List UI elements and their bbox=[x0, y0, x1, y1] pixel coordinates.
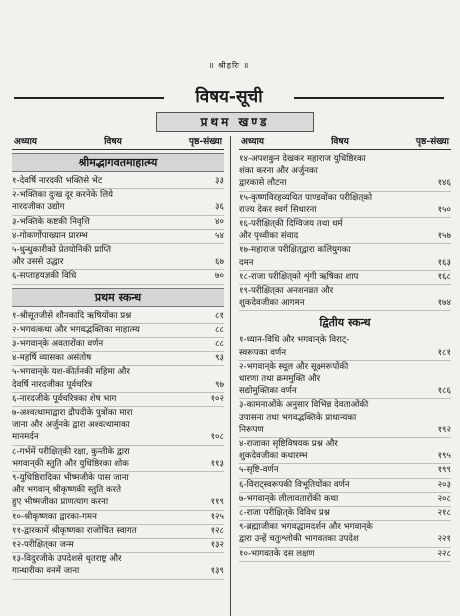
title-rule-right bbox=[294, 97, 444, 99]
entry-text: सद्योमुक्तिका वर्णन bbox=[239, 386, 297, 397]
top-invocation: ॥ श्रीहरिः ॥ bbox=[208, 61, 250, 70]
entry-line bbox=[239, 218, 451, 230]
header-page: पृष्ठ-संख्या bbox=[415, 137, 449, 147]
entry-page-number: १६८ bbox=[437, 271, 451, 282]
toc-entry bbox=[239, 244, 451, 270]
entry-text: ८-गर्भमें परीक्षित्‌की रक्षा, कुन्तीके द्वारा bbox=[12, 446, 130, 457]
entry-line bbox=[239, 153, 451, 165]
entry-list bbox=[239, 153, 451, 311]
entry-text: और उससे उद्धार bbox=[12, 257, 64, 268]
toc-entry bbox=[12, 352, 224, 366]
entry-text: ६-विराट्‌स्वरूपकी विभूतियोंका वर्णन bbox=[239, 479, 350, 490]
toc-entry bbox=[239, 548, 451, 562]
entry-line bbox=[239, 192, 451, 204]
header-topic: विषय bbox=[104, 137, 122, 147]
entry-page-number: ८८ bbox=[215, 324, 224, 335]
entry-text: ७-अश्वत्थामाद्वारा द्रौपदीके पुत्रोंका मारा bbox=[12, 408, 133, 419]
entry-text: राज्य देकर स्वर्ग सिधारना bbox=[239, 204, 317, 215]
header-number: अध्याय bbox=[241, 137, 265, 147]
toc-entry bbox=[12, 189, 224, 215]
entry-line bbox=[12, 407, 224, 419]
entry-list bbox=[12, 175, 224, 285]
entry-page-number: ९७ bbox=[215, 379, 224, 390]
entry-page-number: २२१ bbox=[437, 534, 451, 545]
khand-banner: प्रथम खण्ड bbox=[156, 112, 314, 132]
entry-page-number: ११९ bbox=[210, 497, 224, 508]
toc-entry bbox=[239, 192, 451, 218]
entry-line bbox=[239, 204, 451, 216]
entry-text: ९-ब्रह्माजीका भगवद्धामदर्शन और भगवान्‌के bbox=[239, 522, 373, 533]
section-title: श्रीमद्भागवतमाहात्म्य bbox=[12, 153, 224, 172]
entry-line bbox=[239, 464, 451, 476]
entry-text: २-भगवान्‌के स्थूल और सूक्ष्मरूपोंकी bbox=[239, 361, 349, 372]
entry-line bbox=[12, 458, 224, 470]
entry-page-number: १३९ bbox=[210, 566, 224, 577]
section-title: द्वितीय स्कन्ध bbox=[319, 316, 371, 330]
entry-line bbox=[239, 297, 451, 309]
entry-text: मानमर्दन bbox=[12, 432, 39, 443]
entry-text: १५-कृष्णविरहव्यथित पाण्डवोंका परीक्षित्‌को bbox=[239, 192, 373, 203]
entry-text: ५-धुन्धुकारीको प्रेतयोनिकी प्राप्ति bbox=[12, 245, 112, 256]
entry-line bbox=[239, 385, 451, 397]
left-column bbox=[12, 134, 224, 580]
toc-entry bbox=[12, 324, 224, 338]
entry-text: द्वारा उन्हें चतुःश्लोकी भागवतका उपदेश bbox=[239, 534, 359, 545]
entry-page-number: १२५ bbox=[210, 511, 224, 522]
entry-page-number: १२८ bbox=[210, 525, 224, 536]
entry-page-number: १५७ bbox=[437, 231, 451, 242]
entry-text: १०-भागवतके दस लक्षण bbox=[239, 548, 315, 559]
section-title: प्रथम स्कन्ध bbox=[12, 288, 224, 307]
toc-entry bbox=[239, 464, 451, 478]
toc-entry bbox=[12, 230, 224, 244]
entry-line bbox=[239, 507, 451, 519]
entry-line bbox=[239, 285, 451, 297]
entry-text: ४-गोकर्णोपाख्यान प्रारम्भ bbox=[12, 230, 88, 241]
entry-text: ११-द्वारकामें श्रीकृष्णका राजोचित स्वागत bbox=[12, 525, 137, 536]
entry-text: ४-महर्षि व्यासका असंतोष bbox=[12, 353, 92, 364]
entry-line bbox=[12, 472, 224, 484]
entry-page-number: १५० bbox=[437, 204, 451, 215]
entry-line bbox=[239, 334, 451, 346]
toc-entry bbox=[239, 507, 451, 521]
toc-entry bbox=[239, 153, 451, 192]
entry-line bbox=[12, 496, 224, 508]
entry-page-number: ४० bbox=[215, 216, 224, 227]
entry-text: २-भगवत्कथा और भगवद्भक्तिका माहात्म्य bbox=[12, 324, 140, 335]
toc-entry bbox=[12, 366, 224, 392]
entry-line bbox=[239, 257, 451, 269]
entry-text: ३-भगवान्‌के अवतारोंका वर्णन bbox=[12, 339, 104, 350]
toc-entry bbox=[239, 285, 451, 311]
entry-line bbox=[12, 216, 224, 228]
entry-text: ४-राजाका सृष्टिविषयक प्रश्न और bbox=[239, 439, 338, 450]
entry-text: १४-अपशकुन देखकर महाराज युधिष्ठिरका bbox=[239, 154, 366, 164]
toc-entry bbox=[12, 270, 224, 284]
entry-text: हुए भीष्मजीका प्राणत्याग करना bbox=[12, 497, 109, 508]
entry-line bbox=[12, 175, 224, 187]
entry-line bbox=[12, 484, 224, 496]
toc-entry bbox=[239, 271, 451, 285]
entry-page-number: ८१ bbox=[215, 310, 224, 321]
entry-text: दमन bbox=[239, 257, 254, 268]
entry-line bbox=[12, 446, 224, 458]
entry-line bbox=[12, 352, 224, 364]
toc-entry bbox=[12, 446, 224, 472]
toc-entry bbox=[12, 553, 224, 579]
entry-list bbox=[12, 310, 224, 580]
entry-page-number: २०८ bbox=[437, 493, 451, 504]
toc-entry bbox=[12, 525, 224, 539]
entry-line bbox=[239, 271, 451, 283]
column-divider bbox=[230, 136, 231, 616]
entry-page-number: २२८ bbox=[437, 548, 451, 559]
entry-page-number: १४६ bbox=[437, 178, 451, 189]
toc-entry bbox=[239, 361, 451, 400]
toc-entry bbox=[12, 539, 224, 553]
entry-line bbox=[12, 553, 224, 565]
entry-line bbox=[239, 347, 451, 359]
entry-line bbox=[12, 338, 224, 350]
right-header bbox=[239, 134, 451, 150]
entry-line bbox=[12, 324, 224, 336]
entry-line bbox=[239, 521, 451, 533]
right-column bbox=[239, 134, 451, 562]
entry-text: गान्धारीका वनमें जाना bbox=[12, 566, 80, 577]
entry-page-number: ३६ bbox=[215, 202, 224, 213]
toc-entry bbox=[12, 310, 224, 324]
entry-page-number: १६३ bbox=[437, 257, 451, 268]
entry-line bbox=[239, 165, 451, 177]
entry-line bbox=[239, 548, 451, 560]
entry-page-number: ११३ bbox=[210, 458, 224, 469]
entry-line bbox=[12, 256, 224, 268]
entry-line bbox=[12, 511, 224, 523]
entry-text: शुकदेवजीका आगमन bbox=[239, 298, 305, 309]
entry-text: और पृथ्वीका संवाद bbox=[239, 231, 299, 242]
entry-page-number: ९३ bbox=[215, 353, 224, 364]
toc-entry bbox=[12, 511, 224, 525]
entry-text: ९-युधिष्ठिरादिका भीष्मजीके पास जाना bbox=[12, 473, 129, 484]
entry-text: ३-कामनाओंके अनुसार विभिन्न देवताओंकी bbox=[239, 400, 369, 411]
entry-line bbox=[12, 270, 224, 282]
toc-entry bbox=[12, 472, 224, 511]
entry-line bbox=[239, 479, 451, 491]
entry-page-number: १९५ bbox=[437, 451, 451, 462]
toc-entry bbox=[239, 493, 451, 507]
entry-page-number: १७४ bbox=[437, 298, 451, 309]
toc-entry bbox=[12, 393, 224, 407]
entry-page-number: १९२ bbox=[437, 424, 451, 435]
entry-text: १७-महाराज परीक्षित्‌द्वारा कलियुगका bbox=[239, 245, 351, 256]
entry-text: उपासना तथा भगवद्भक्तिके प्राधान्यका bbox=[239, 412, 357, 423]
entry-text: १६-परीक्षित्‌की दिग्विजय तथा धर्म bbox=[239, 219, 343, 230]
entry-text: ३-भक्तिके कष्टकी निवृत्ति bbox=[12, 216, 90, 227]
entry-page-number: १८१ bbox=[437, 347, 451, 358]
entry-text: १-ध्यान-विधि और भगवान्‌के विराट्- bbox=[239, 335, 350, 346]
toc-entry bbox=[239, 334, 451, 360]
entry-text: और भगवान् श्रीकृष्णकी स्तुति करते bbox=[12, 485, 121, 496]
entry-text: शंका करना और अर्जुनका bbox=[239, 166, 318, 177]
entry-line bbox=[239, 373, 451, 385]
entry-text: १-श्रीसूतजीसे शौनकादि ऋषियोंका प्रश्न bbox=[12, 310, 132, 321]
toc-entry bbox=[239, 521, 451, 547]
entry-line bbox=[239, 230, 451, 242]
entry-line bbox=[239, 424, 451, 436]
entry-line bbox=[239, 361, 451, 373]
entry-text: ५-सृष्टि-वर्णन bbox=[239, 465, 279, 476]
entry-line bbox=[12, 525, 224, 537]
entry-line bbox=[12, 539, 224, 551]
entry-text: ७-भगवान्‌के लीलावतारोंकी कथा bbox=[239, 493, 339, 504]
entry-line bbox=[12, 230, 224, 242]
entry-text: शुकदेवजीका कथारम्भ bbox=[239, 451, 308, 462]
toc-entry bbox=[239, 399, 451, 438]
toc-entry bbox=[239, 479, 451, 493]
entry-text: ८-राजा परीक्षित्‌के विविध प्रश्न bbox=[239, 508, 330, 519]
header-number: अध्याय bbox=[14, 137, 38, 147]
entry-line bbox=[12, 379, 224, 391]
entry-line bbox=[239, 412, 451, 424]
entry-text: भगवान्‌की स्तुति और युधिष्ठिरका शोक bbox=[12, 458, 129, 469]
entry-page-number: १०२ bbox=[210, 393, 224, 404]
entry-line bbox=[239, 533, 451, 545]
toc-entry bbox=[12, 407, 224, 446]
toc-entry bbox=[239, 438, 451, 464]
entry-text: निरूपण bbox=[239, 424, 264, 435]
entry-text: ५-भगवान्‌के यश-कीर्तनकी महिमा और bbox=[12, 367, 130, 378]
entry-line bbox=[239, 177, 451, 189]
toc-entry bbox=[239, 218, 451, 244]
left-header bbox=[12, 134, 224, 150]
entry-line bbox=[239, 244, 451, 256]
entry-list bbox=[239, 334, 451, 561]
entry-page-number: १०८ bbox=[210, 432, 224, 443]
entry-text: ६-सप्ताहयज्ञकी विधि bbox=[12, 271, 77, 282]
entry-line bbox=[12, 419, 224, 431]
entry-text: १२-परीक्षित्‌का जन्म bbox=[12, 540, 74, 551]
entry-page-number: ८८ bbox=[215, 339, 224, 350]
entry-line bbox=[239, 399, 451, 411]
entry-line bbox=[239, 438, 451, 450]
entry-text: नारदजीका उद्योग bbox=[12, 202, 65, 213]
entry-line bbox=[12, 189, 224, 201]
entry-line bbox=[12, 565, 224, 577]
entry-text: १९-परीक्षित्‌का अनशनव्रत और bbox=[239, 286, 334, 297]
title-bar bbox=[6, 84, 452, 112]
entry-line bbox=[12, 393, 224, 405]
entry-page-number: २०३ bbox=[437, 479, 451, 490]
entry-line bbox=[239, 450, 451, 462]
entry-line bbox=[12, 431, 224, 443]
entry-text: देवर्षि नारदजीका पूर्वचरित्र bbox=[12, 379, 93, 390]
entry-page-number: ५४ bbox=[215, 230, 224, 241]
entry-page-number: ७० bbox=[215, 271, 224, 282]
entry-page-number: १८६ bbox=[437, 386, 451, 397]
toc-entry bbox=[12, 216, 224, 230]
entry-text: ६-नारदजीके पूर्वचरित्रका शेष भाग bbox=[12, 393, 117, 404]
entry-text: धारणा तथा क्रममुक्ति और bbox=[239, 374, 321, 385]
header-topic: विषय bbox=[331, 137, 349, 147]
entry-page-number: १९९ bbox=[437, 465, 451, 476]
entry-page-number: १३२ bbox=[210, 540, 224, 551]
entry-text: २-भक्तिका दुःख दूर करनेके लिये bbox=[12, 190, 114, 201]
entry-line bbox=[12, 201, 224, 213]
entry-page-number: २१८ bbox=[437, 508, 451, 519]
toc-page bbox=[6, 50, 452, 610]
entry-line bbox=[12, 366, 224, 378]
entry-line bbox=[239, 493, 451, 505]
entry-line bbox=[12, 244, 224, 256]
entry-text: १०-श्रीकृष्णका द्वारका-गमन bbox=[12, 511, 97, 522]
entry-text: १३-विदुरजीके उपदेशसे धृतराष्ट्र और bbox=[12, 554, 122, 565]
toc-entry bbox=[12, 338, 224, 352]
entry-page-number: ६७ bbox=[215, 257, 224, 268]
toc-entry bbox=[12, 244, 224, 270]
entry-text: जाना और अर्जुनके द्वारा अश्वत्थामाका bbox=[12, 420, 130, 431]
header-page: पृष्ठ-संख्या bbox=[188, 137, 222, 147]
toc-entry bbox=[12, 175, 224, 189]
entry-text: १-देवर्षि नारदकी भक्तिसे भेंट bbox=[12, 176, 103, 186]
page-title: विषय-सूची bbox=[195, 87, 263, 107]
entry-line bbox=[12, 310, 224, 322]
entry-text: स्वरूपका वर्णन bbox=[239, 347, 286, 358]
entry-text: १८-राजा परीक्षित्‌को शृंगी ऋषिका शाप bbox=[239, 271, 359, 282]
entry-text: द्वारकासे लौटना bbox=[239, 178, 287, 189]
entry-page-number: ३३ bbox=[215, 176, 224, 186]
